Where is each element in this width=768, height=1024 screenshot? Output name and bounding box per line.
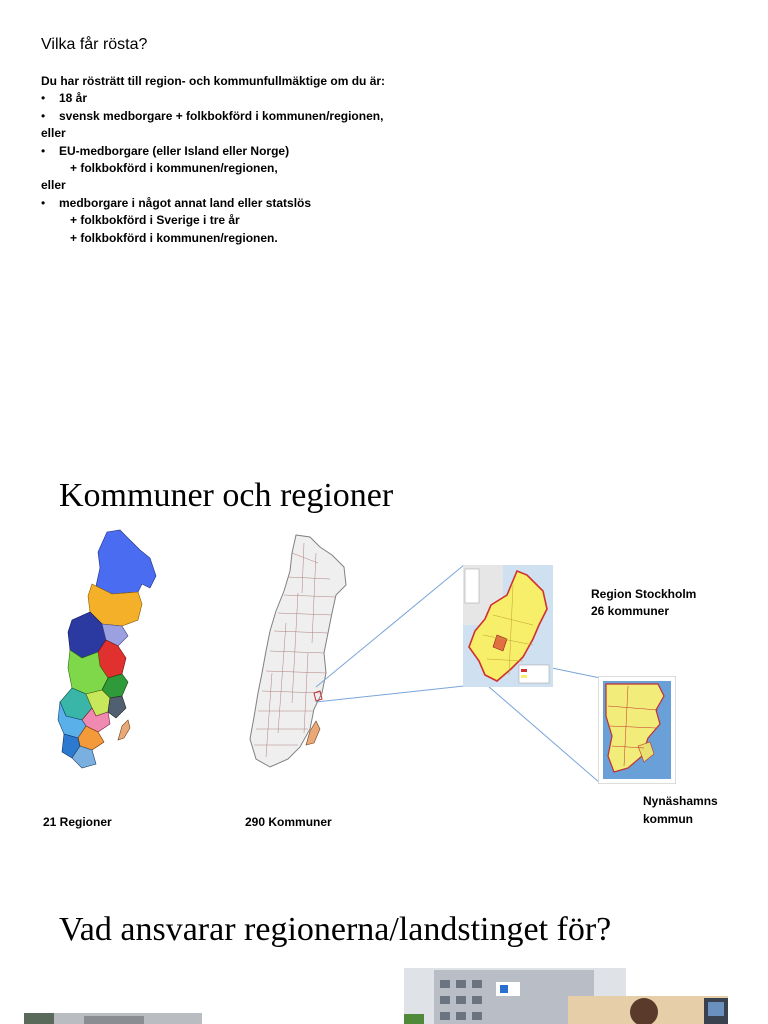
list-item: + folkbokförd i Sverige i tre år [70, 213, 240, 227]
list-item: + folkbokförd i kommunen/regionen, [70, 161, 278, 175]
caption-kommuner: 290 Kommuner [245, 815, 332, 829]
nynashamn-map [598, 676, 676, 784]
stockholm-region-map [463, 565, 553, 687]
caption-nynashamn-kommun: kommun [643, 812, 694, 826]
list-item: eller [41, 126, 66, 140]
caption-nynashamn: Nynäshamns [643, 794, 718, 808]
caption-region-stockholm-count: 26 kommuner [591, 604, 670, 618]
photo-person [568, 996, 728, 1024]
list-item: 18 år [59, 91, 88, 105]
slide3-title: Vad ansvarar regionerna/landstinget för? [59, 911, 612, 948]
photo-building-left [24, 1013, 202, 1024]
bullet-marker: • [41, 144, 46, 158]
list-item: EU-medborgare (eller Island eller Norge) [59, 144, 290, 158]
slide1-title: Vilka får rösta? [41, 36, 148, 53]
list-item: svensk medborgare + folkbokförd i kommunen/regionen, [59, 109, 384, 123]
list-item: + folkbokförd i kommunen/regionen. [70, 231, 278, 245]
caption-region-stockholm: Region Stockholm [591, 587, 697, 601]
bullet-marker: • [41, 196, 46, 210]
list-item: eller [41, 178, 66, 192]
bullet-marker: • [41, 109, 46, 123]
caption-regioner: 21 Regioner [43, 815, 112, 829]
list-item: medborgare i något annat land eller statslös [59, 196, 312, 210]
slide2-title: Kommuner och regioner [59, 477, 394, 514]
slide1-intro: Du har rösträtt till region- och kommunfullmäktige om du är: [41, 74, 386, 88]
bullet-marker: • [41, 91, 46, 105]
